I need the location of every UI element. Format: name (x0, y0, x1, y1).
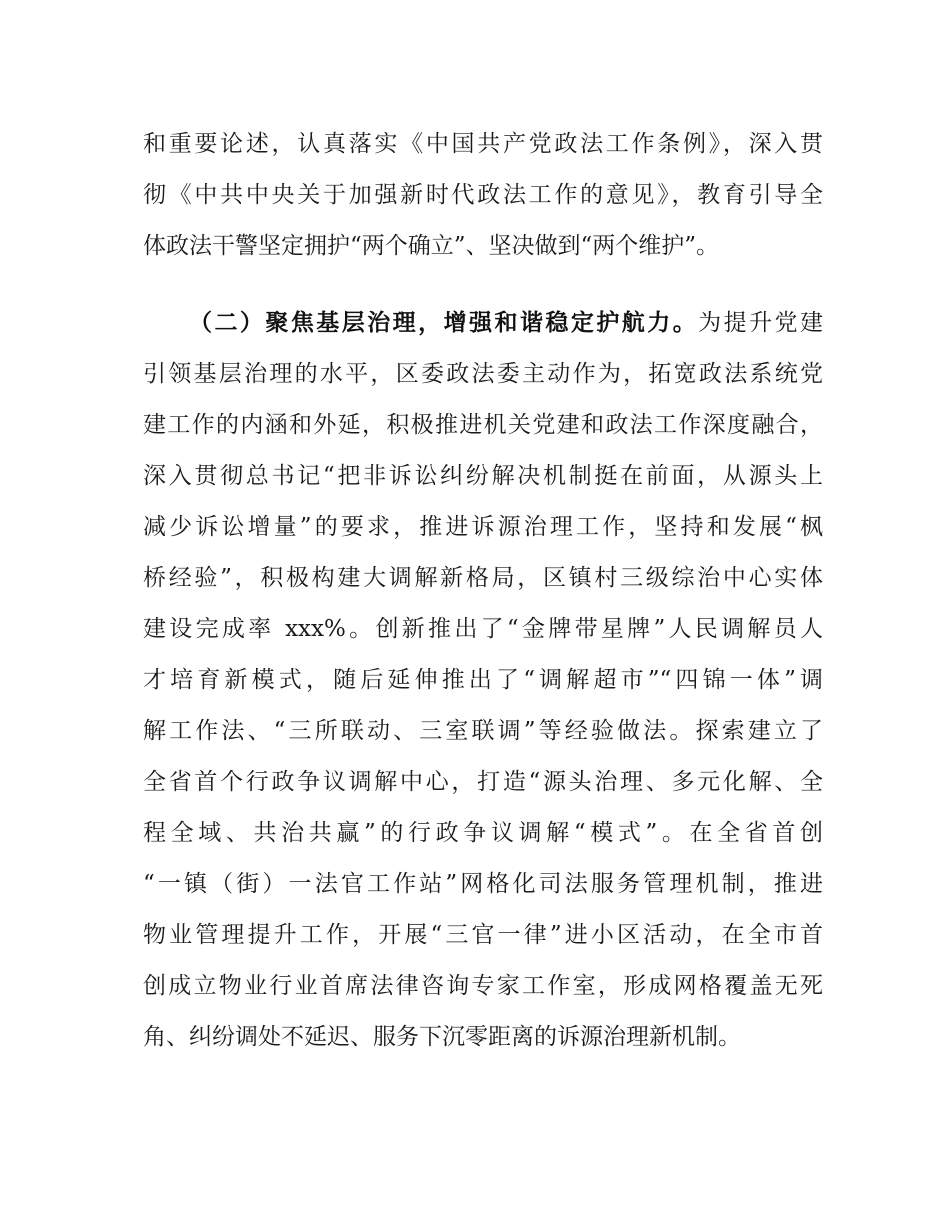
text-line: 深入贯彻总书记“把非诉讼纠纷解决机制挺在前面，从源头上 (143, 463, 823, 489)
paragraph-1 (143, 119, 823, 272)
text-line: 物业管理提升工作，开展“三官一律”进小区活动，在全市首 (143, 922, 823, 948)
text-line: 解工作法、“三所联动、三室联调”等经验做法。探索建立了 (143, 718, 823, 744)
text-line: 才培育新模式，随后延伸推出了“调解超市”“四锦一体”调 (143, 667, 823, 693)
text-line: 创成立物业行业首席法律咨询专家工作室，形成网格覆盖无死 (143, 973, 823, 999)
text-line: 和重要论述，认真落实《中国共产党政法工作条例》，深入贯 (143, 131, 823, 157)
text-line: 减少诉讼增量”的要求，推进诉源治理工作，坚持和发展“枫 (143, 514, 823, 540)
section-heading: （二）聚焦基层治理，增强和谐稳定护航力。 (189, 310, 699, 336)
paragraph-gap (143, 272, 823, 298)
heading-line (143, 298, 823, 349)
text-line: “一镇（街）一法官工作站”网格化司法服务管理机制，推进 (143, 871, 823, 897)
paragraph-2 (143, 298, 823, 1063)
text-line: 桥经验”，积极构建大调解新格局，区镇村三级综治中心实体 (143, 565, 823, 591)
text-line: 体政法干警坚定拥护“两个确立”、坚决做到“两个维护”。 (143, 233, 720, 259)
text-line: 建工作的内涵和外延，积极推进机关党建和政法工作深度融合， (143, 412, 823, 438)
text-line: 引领基层治理的水平，区委政法委主动作为，拓宽政法系统党 (143, 361, 823, 387)
text-line: 彻《中共中央关于加强新时代政法工作的意见》，教育引导全 (143, 182, 823, 208)
heading-line-rest: 为提升党建 (698, 310, 823, 336)
text-line: 建设完成率 xxx%。创新推出了“金牌带星牌”人民调解员人 (143, 616, 823, 642)
text-line: 角、纠纷调处不延迟、服务下沉零距离的诉源治理新机制。 (143, 1024, 741, 1050)
text-line: 程全域、共治共赢”的行政争议调解“模式”。在全省首创 (143, 820, 823, 846)
document-body (143, 119, 823, 1063)
text-line: 全省首个行政争议调解中心，打造“源头治理、多元化解、全 (143, 769, 823, 795)
